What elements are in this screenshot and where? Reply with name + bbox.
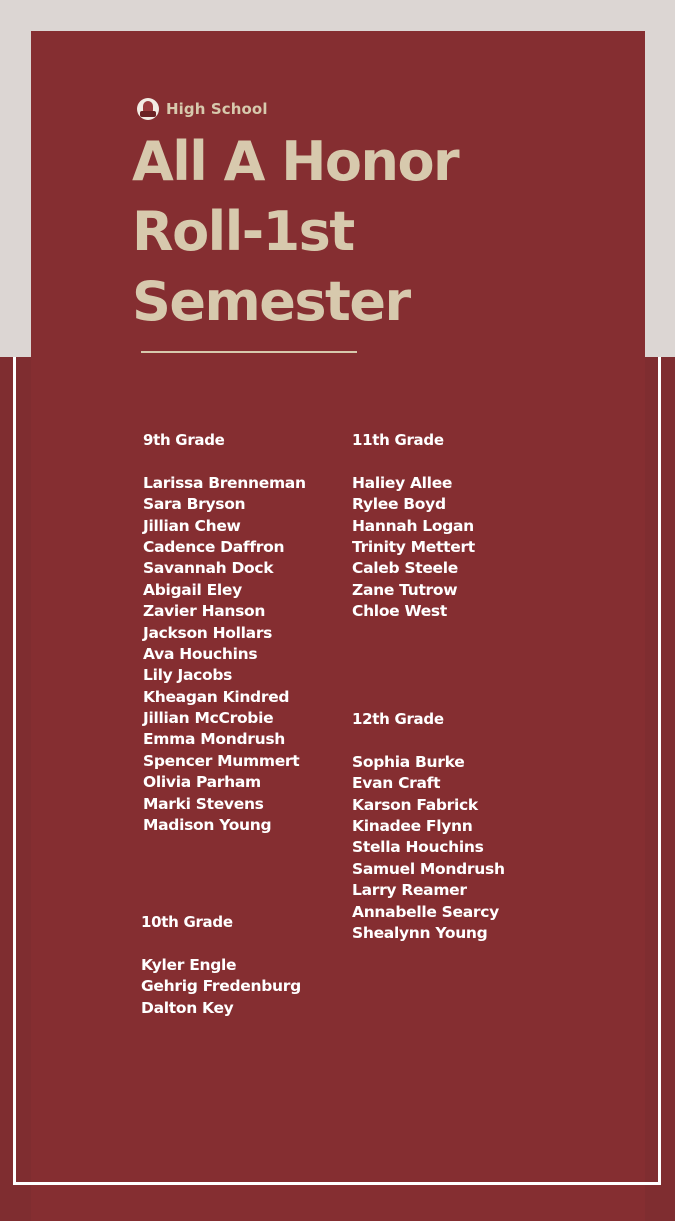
grade-section-9th	[143, 430, 343, 836]
student-name: Kyler Engle	[141, 955, 237, 974]
student-name: Annabelle Searcy	[352, 902, 499, 921]
grade-section-11th	[352, 430, 552, 623]
grade-heading: 10th Grade	[141, 913, 233, 931]
student-name: Kheagan Kindred	[143, 687, 290, 706]
grade-heading: 11th Grade	[352, 431, 444, 449]
student-name: Olivia Parham	[143, 773, 261, 792]
student-name: Jillian McCrobie	[143, 709, 274, 728]
page-title: All A Honor Roll-1st Semester	[132, 130, 459, 333]
student-name: Savannah Dock	[143, 559, 274, 578]
title-divider	[141, 351, 357, 353]
school-header	[137, 98, 268, 120]
student-name: Hannah Logan	[352, 516, 474, 535]
student-name: Rylee Boyd	[352, 495, 446, 514]
grade-section-10th	[141, 912, 341, 1019]
student-name: Kinadee Flynn	[352, 816, 473, 835]
mascot-logo-icon	[137, 98, 159, 120]
student-name: Jillian Chew	[143, 516, 241, 535]
student-name: Sara Bryson	[143, 495, 246, 514]
grade-section-12th	[352, 709, 552, 944]
student-list	[352, 752, 552, 945]
student-name: Stella Houchins	[352, 838, 484, 857]
student-name: Zavier Hanson	[143, 602, 266, 621]
student-name: Chloe West	[352, 602, 447, 621]
student-name: Karson Fabrick	[352, 795, 478, 814]
student-name: Trinity Mettert	[352, 537, 475, 556]
student-name: Shealynn Young	[352, 923, 488, 942]
student-name: Zane Tutrow	[352, 580, 458, 599]
student-name: Lily Jacobs	[143, 666, 233, 685]
student-name: Larry Reamer	[352, 881, 467, 900]
student-name: Sophia Burke	[352, 752, 465, 771]
student-name: Samuel Mondrush	[352, 859, 505, 878]
student-name: Emma Mondrush	[143, 730, 285, 749]
student-name: Madison Young	[143, 816, 272, 835]
student-list	[143, 473, 343, 837]
student-name: Jackson Hollars	[143, 623, 273, 642]
student-name: Dalton Key	[141, 998, 234, 1017]
student-list	[141, 955, 341, 1019]
student-name: Evan Craft	[352, 774, 441, 793]
student-name: Larissa Brenneman	[143, 473, 306, 492]
student-name: Ava Houchins	[143, 644, 258, 663]
student-name: Abigail Eley	[143, 580, 242, 599]
school-name: High School	[166, 100, 268, 118]
grade-heading: 9th Grade	[143, 431, 225, 449]
student-name: Cadence Daffron	[143, 537, 285, 556]
student-name: Caleb Steele	[352, 559, 458, 578]
grade-heading: 12th Grade	[352, 710, 444, 728]
student-name: Gehrig Fredenburg	[141, 977, 301, 996]
student-name: Haliey Allee	[352, 473, 453, 492]
student-name: Spencer Mummert	[143, 751, 300, 770]
student-list	[352, 473, 552, 623]
student-name: Marki Stevens	[143, 794, 264, 813]
